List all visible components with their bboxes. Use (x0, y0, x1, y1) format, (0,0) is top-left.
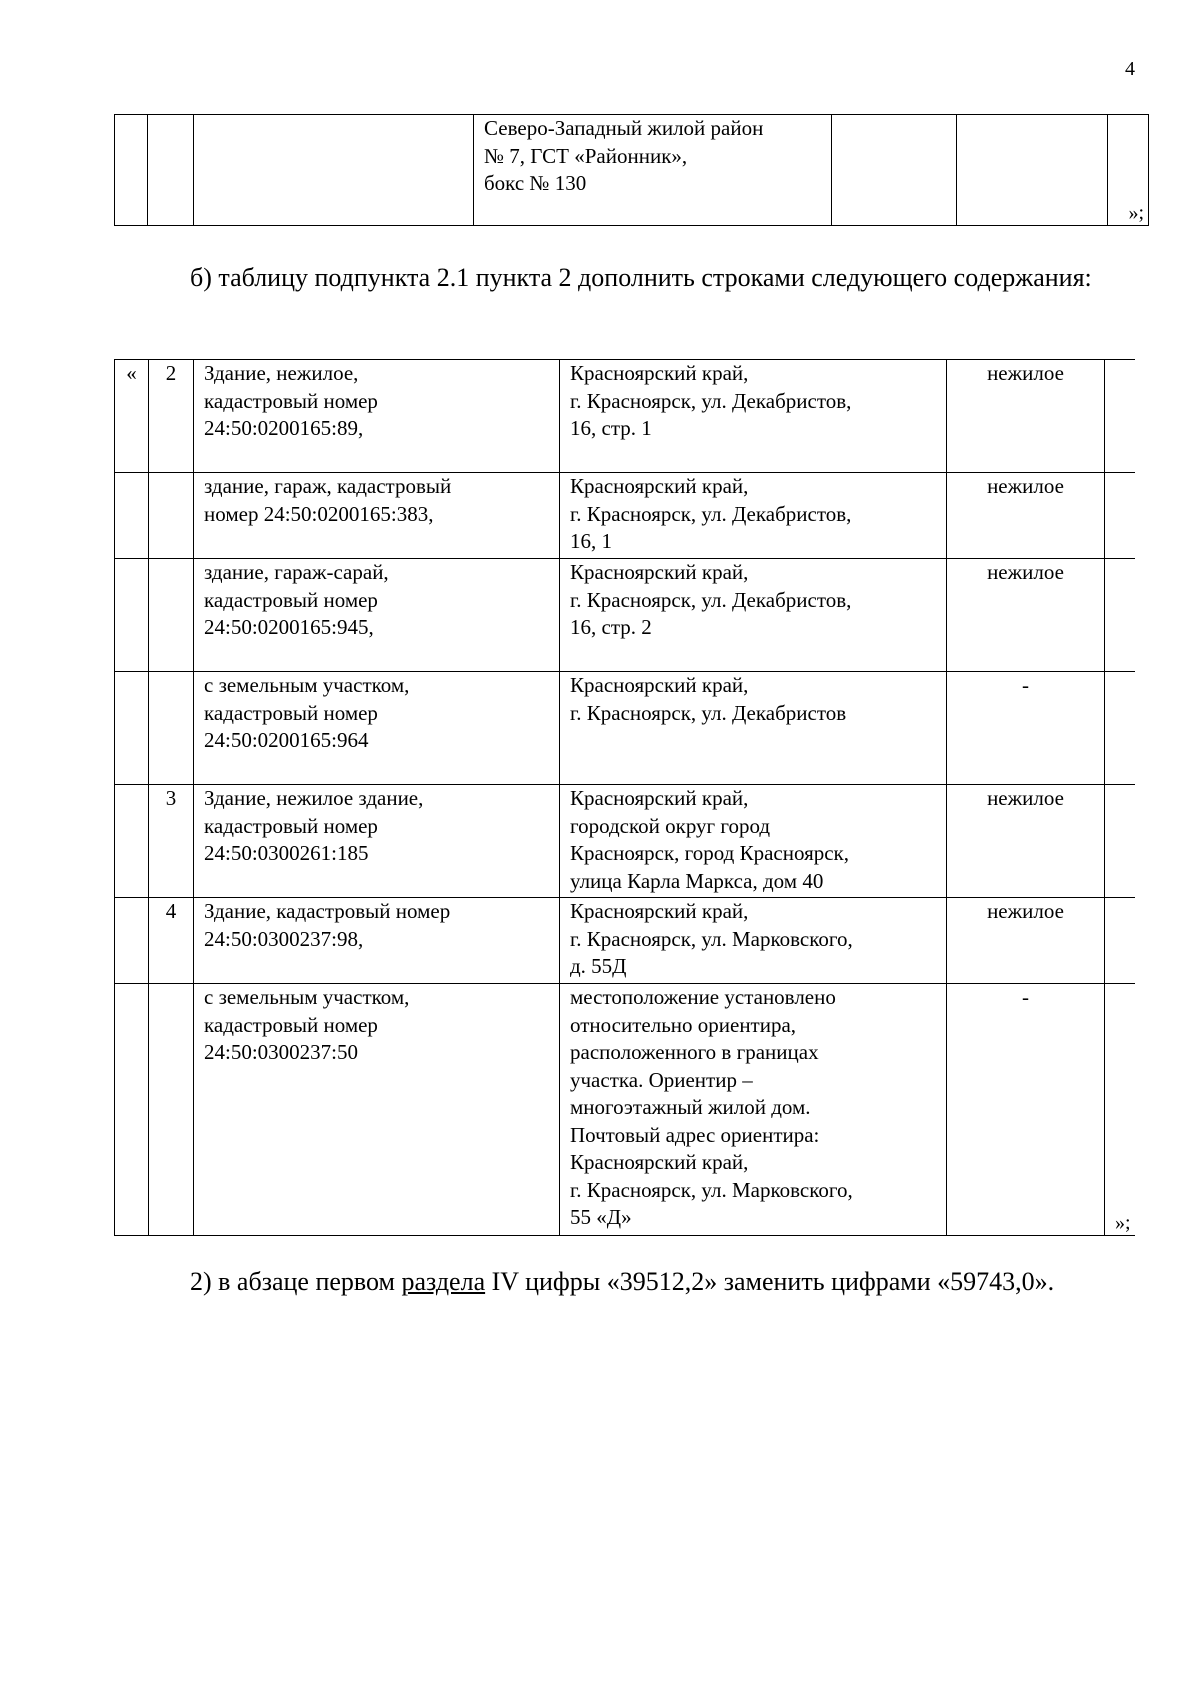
object-address: Красноярский край, г. Красноярск, ул. Марковского, д. 55Д (560, 898, 947, 984)
row-number (149, 559, 194, 672)
table-cell (1105, 672, 1135, 785)
table-cell (1105, 473, 1135, 559)
table-cell (1108, 115, 1149, 226)
table-cell (957, 115, 1108, 226)
paragraph-b: б) таблицу подпункта 2.1 пункта 2 дополнить строками следующего содержания: (190, 263, 1092, 292)
object-address: Красноярский край, г. Красноярск, ул. Декабристов, 16, 1 (560, 473, 947, 559)
table-row (115, 785, 1135, 898)
quote-cell (115, 559, 149, 672)
quote-cell (115, 672, 149, 785)
object-address: местоположение установлено относительно ориентира, расположенного в границах участка. Ориентир – многоэтажный жилой дом. Почтовый адрес ориентира: Красноярский край, г. Красноярск, ул. Марковского, 55 «Д» (560, 984, 947, 1236)
address-cell: Северо-Западный жилой район № 7, ГСТ «Районник», бокс № 130 (474, 115, 832, 226)
object-description: Здание, нежилое, кадастровый номер 24:50:0200165:89, (194, 360, 560, 473)
object-address: Красноярский край, г. Красноярск, ул. Декабристов, 16, стр. 1 (560, 360, 947, 473)
paragraph-2-text-after: IV цифры «39512,2» заменить цифрами «59743,0». (485, 1267, 1055, 1296)
table-cell (115, 115, 148, 226)
table-row (115, 115, 1149, 226)
object-purpose: нежилое (947, 785, 1105, 898)
row-number (149, 473, 194, 559)
row-number: 2 (149, 360, 194, 473)
quote-cell (115, 473, 149, 559)
table-cell (1105, 559, 1135, 672)
table-cell (194, 115, 474, 226)
object-description: с земельным участком, кадастровый номер 24:50:0300237:50 (194, 984, 560, 1236)
object-purpose: нежилое (947, 473, 1105, 559)
table-row (115, 898, 1135, 984)
object-purpose: нежилое (947, 898, 1105, 984)
table-continuation (114, 114, 1149, 226)
object-description: с земельным участком, кадастровый номер 24:50:0200165:964 (194, 672, 560, 785)
object-address: Красноярский край, г. Красноярск, ул. Декабристов, 16, стр. 2 (560, 559, 947, 672)
object-description: Здание, кадастровый номер 24:50:0300237:98, (194, 898, 560, 984)
quote-cell (115, 898, 149, 984)
table-cell (1105, 785, 1135, 898)
object-description: здание, гараж, кадастровый номер 24:50:0200165:383, (194, 473, 560, 559)
object-purpose: нежилое (947, 559, 1105, 672)
table-row (115, 360, 1135, 473)
closing-quote: »; (1128, 202, 1144, 224)
table-cell (148, 115, 194, 226)
table-cell (832, 115, 957, 226)
quote-cell (115, 984, 149, 1236)
object-purpose: - (947, 672, 1105, 785)
closing-quote: »; (1114, 1212, 1131, 1234)
object-purpose: нежилое (947, 360, 1105, 473)
table-row (115, 559, 1135, 672)
object-purpose: - (947, 984, 1105, 1236)
section-link[interactable]: раздела (401, 1267, 486, 1296)
row-number: 4 (149, 898, 194, 984)
row-number (149, 672, 194, 785)
table-row (115, 984, 1135, 1236)
page-number: 4 (1125, 58, 1135, 80)
table-row (115, 473, 1135, 559)
object-description: Здание, нежилое здание, кадастровый номер 24:50:0300261:185 (194, 785, 560, 898)
table-row (115, 672, 1135, 785)
quote-cell (115, 785, 149, 898)
quote-cell: « (115, 360, 149, 473)
row-number (149, 984, 194, 1236)
object-address: Красноярский край, г. Красноярск, ул. Декабристов (560, 672, 947, 785)
paragraph-2-text-before: 2) в абзаце первом (190, 1267, 402, 1296)
object-address: Красноярский край, городской округ город Красноярск, город Красноярск, улица Карла Маркса, дом 40 (560, 785, 947, 898)
table-objects (114, 359, 1135, 1236)
table-cell (1105, 984, 1135, 1236)
object-description: здание, гараж-сарай, кадастровый номер 24:50:0200165:945, (194, 559, 560, 672)
table-cell (1105, 898, 1135, 984)
paragraph-2 (114, 1266, 1134, 1298)
row-number: 3 (149, 785, 194, 898)
table-cell (1105, 360, 1135, 473)
